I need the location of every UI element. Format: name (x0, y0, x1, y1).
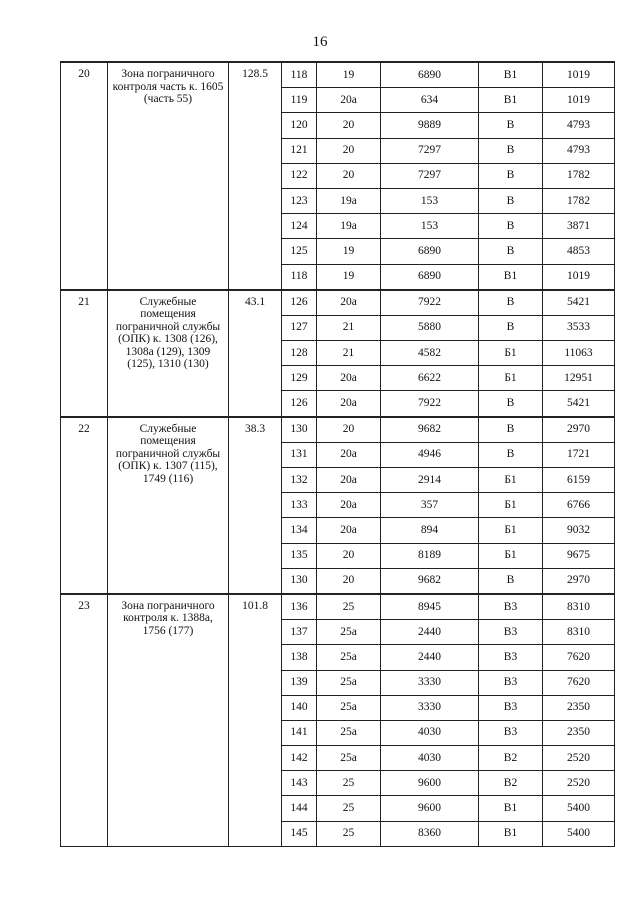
value-b: 3871 (543, 214, 615, 239)
point-number: 141 (282, 720, 317, 745)
zone-description: Зона пограничного контроля к. 1388а, 1756 (177) (108, 594, 229, 846)
value-b: 2520 (543, 746, 615, 771)
value-b: 3533 (543, 315, 615, 340)
category: B1 (479, 821, 543, 846)
value-a: 153 (381, 188, 479, 213)
value-b: 1782 (543, 163, 615, 188)
column-ref: 20 (317, 568, 381, 594)
value-a: 3330 (381, 670, 479, 695)
point-number: 119 (282, 88, 317, 113)
value-a: 6890 (381, 62, 479, 88)
value-b: 6159 (543, 468, 615, 493)
point-number: 143 (282, 771, 317, 796)
point-number: 145 (282, 821, 317, 846)
category: B (479, 442, 543, 467)
value-a: 9600 (381, 771, 479, 796)
value-b: 5421 (543, 391, 615, 417)
value-a: 7297 (381, 163, 479, 188)
value-b: 8310 (543, 594, 615, 620)
point-number: 129 (282, 366, 317, 391)
column-ref: 20a (317, 442, 381, 467)
category: Б1 (479, 518, 543, 543)
category: Б1 (479, 366, 543, 391)
value-b: 2350 (543, 720, 615, 745)
value-a: 9889 (381, 113, 479, 138)
value-a: 6890 (381, 239, 479, 264)
column-ref: 25 (317, 594, 381, 620)
column-ref: 19a (317, 188, 381, 213)
zone-area: 128.5 (229, 62, 282, 290)
column-ref: 20 (317, 163, 381, 188)
category: B3 (479, 645, 543, 670)
category: B1 (479, 796, 543, 821)
category: B (479, 188, 543, 213)
column-ref: 20a (317, 88, 381, 113)
point-number: 118 (282, 264, 317, 290)
point-number: 124 (282, 214, 317, 239)
point-number: 120 (282, 113, 317, 138)
column-ref: 21 (317, 315, 381, 340)
point-number: 131 (282, 442, 317, 467)
value-b: 12951 (543, 366, 615, 391)
value-a: 634 (381, 88, 479, 113)
value-a: 4030 (381, 746, 479, 771)
point-number: 130 (282, 417, 317, 443)
category: B3 (479, 620, 543, 645)
column-ref: 20 (317, 138, 381, 163)
column-ref: 25 (317, 796, 381, 821)
value-a: 6890 (381, 264, 479, 290)
value-a: 8945 (381, 594, 479, 620)
point-number: 140 (282, 695, 317, 720)
zone-number: 21 (61, 290, 108, 417)
value-b: 6766 (543, 493, 615, 518)
category: B (479, 391, 543, 417)
page-number: 16 (312, 34, 328, 50)
category: B2 (479, 771, 543, 796)
point-number: 135 (282, 543, 317, 568)
category: B (479, 290, 543, 316)
zone-description: Служебные помещения пограничной службы (ОПК) к. 1308 (126), 1308а (129), 1309 (125), 1310 (130) (108, 290, 229, 417)
value-a: 7922 (381, 391, 479, 417)
table-row (61, 417, 615, 443)
value-a: 7922 (381, 290, 479, 316)
category: B (479, 138, 543, 163)
point-number: 118 (282, 62, 317, 88)
value-a: 9600 (381, 796, 479, 821)
column-ref: 20a (317, 468, 381, 493)
column-ref: 19 (317, 62, 381, 88)
zone-number: 22 (61, 417, 108, 594)
value-b: 5400 (543, 821, 615, 846)
category: B (479, 163, 543, 188)
value-b: 9675 (543, 543, 615, 568)
value-a: 9682 (381, 417, 479, 443)
zone-number: 20 (61, 62, 108, 290)
value-b: 1019 (543, 88, 615, 113)
point-number: 142 (282, 746, 317, 771)
point-number: 134 (282, 518, 317, 543)
value-b: 7620 (543, 670, 615, 695)
zone-description: Служебные помещения пограничной службы (ОПК) к. 1307 (115), 1749 (116) (108, 417, 229, 594)
point-number: 125 (282, 239, 317, 264)
category: B3 (479, 695, 543, 720)
value-b: 8310 (543, 620, 615, 645)
point-number: 139 (282, 670, 317, 695)
point-number: 127 (282, 315, 317, 340)
value-a: 153 (381, 214, 479, 239)
category: B (479, 417, 543, 443)
point-number: 132 (282, 468, 317, 493)
value-b: 2970 (543, 568, 615, 594)
category: B3 (479, 670, 543, 695)
value-b: 1019 (543, 62, 615, 88)
value-a: 894 (381, 518, 479, 543)
column-ref: 21 (317, 341, 381, 366)
value-b: 2520 (543, 771, 615, 796)
category: B (479, 568, 543, 594)
column-ref: 19a (317, 214, 381, 239)
column-ref: 25a (317, 620, 381, 645)
zone-description: Зона пограничного контроля часть к. 1605 (часть 55) (108, 62, 229, 290)
value-b: 1782 (543, 188, 615, 213)
value-b: 4793 (543, 113, 615, 138)
category: Б1 (479, 493, 543, 518)
value-a: 2440 (381, 645, 479, 670)
column-ref: 19 (317, 264, 381, 290)
column-ref: 20a (317, 366, 381, 391)
point-number: 130 (282, 568, 317, 594)
category: B3 (479, 720, 543, 745)
value-a: 9682 (381, 568, 479, 594)
value-b: 4853 (543, 239, 615, 264)
point-number: 126 (282, 391, 317, 417)
table-row (61, 594, 615, 620)
value-b: 9032 (543, 518, 615, 543)
column-ref: 20 (317, 417, 381, 443)
category: B1 (479, 264, 543, 290)
column-ref: 25a (317, 746, 381, 771)
table-row (61, 290, 615, 316)
point-number: 136 (282, 594, 317, 620)
value-a: 7297 (381, 138, 479, 163)
column-ref: 19 (317, 239, 381, 264)
zone-number: 23 (61, 594, 108, 846)
column-ref: 25a (317, 670, 381, 695)
zones-table (60, 61, 615, 847)
value-b: 7620 (543, 645, 615, 670)
column-ref: 20a (317, 290, 381, 316)
value-b: 1721 (543, 442, 615, 467)
column-ref: 20 (317, 543, 381, 568)
value-a: 8360 (381, 821, 479, 846)
column-ref: 20a (317, 493, 381, 518)
column-ref: 20a (317, 391, 381, 417)
value-a: 5880 (381, 315, 479, 340)
category: Б1 (479, 543, 543, 568)
point-number: 133 (282, 493, 317, 518)
value-a: 4946 (381, 442, 479, 467)
point-number: 122 (282, 163, 317, 188)
value-a: 2914 (381, 468, 479, 493)
column-ref: 25a (317, 695, 381, 720)
point-number: 137 (282, 620, 317, 645)
point-number: 144 (282, 796, 317, 821)
column-ref: 25 (317, 821, 381, 846)
category: B1 (479, 88, 543, 113)
value-a: 8189 (381, 543, 479, 568)
value-a: 357 (381, 493, 479, 518)
value-b: 2350 (543, 695, 615, 720)
category: B2 (479, 746, 543, 771)
value-b: 5400 (543, 796, 615, 821)
category: B (479, 113, 543, 138)
value-b: 11063 (543, 341, 615, 366)
value-b: 4793 (543, 138, 615, 163)
column-ref: 20 (317, 113, 381, 138)
value-a: 4582 (381, 341, 479, 366)
column-ref: 25a (317, 645, 381, 670)
value-b: 1019 (543, 264, 615, 290)
zone-area: 38.3 (229, 417, 282, 594)
point-number: 121 (282, 138, 317, 163)
zone-area: 101.8 (229, 594, 282, 846)
value-a: 6622 (381, 366, 479, 391)
column-ref: 25a (317, 720, 381, 745)
value-a: 3330 (381, 695, 479, 720)
value-a: 4030 (381, 720, 479, 745)
point-number: 126 (282, 290, 317, 316)
point-number: 128 (282, 341, 317, 366)
value-b: 2970 (543, 417, 615, 443)
point-number: 138 (282, 645, 317, 670)
category: B1 (479, 62, 543, 88)
category: B (479, 315, 543, 340)
category: B3 (479, 594, 543, 620)
value-b: 5421 (543, 290, 615, 316)
point-number: 123 (282, 188, 317, 213)
category: Б1 (479, 468, 543, 493)
category: B (479, 239, 543, 264)
zone-area: 43.1 (229, 290, 282, 417)
table-row (61, 62, 615, 88)
column-ref: 20a (317, 518, 381, 543)
category: B (479, 214, 543, 239)
category: Б1 (479, 341, 543, 366)
value-a: 2440 (381, 620, 479, 645)
column-ref: 25 (317, 771, 381, 796)
